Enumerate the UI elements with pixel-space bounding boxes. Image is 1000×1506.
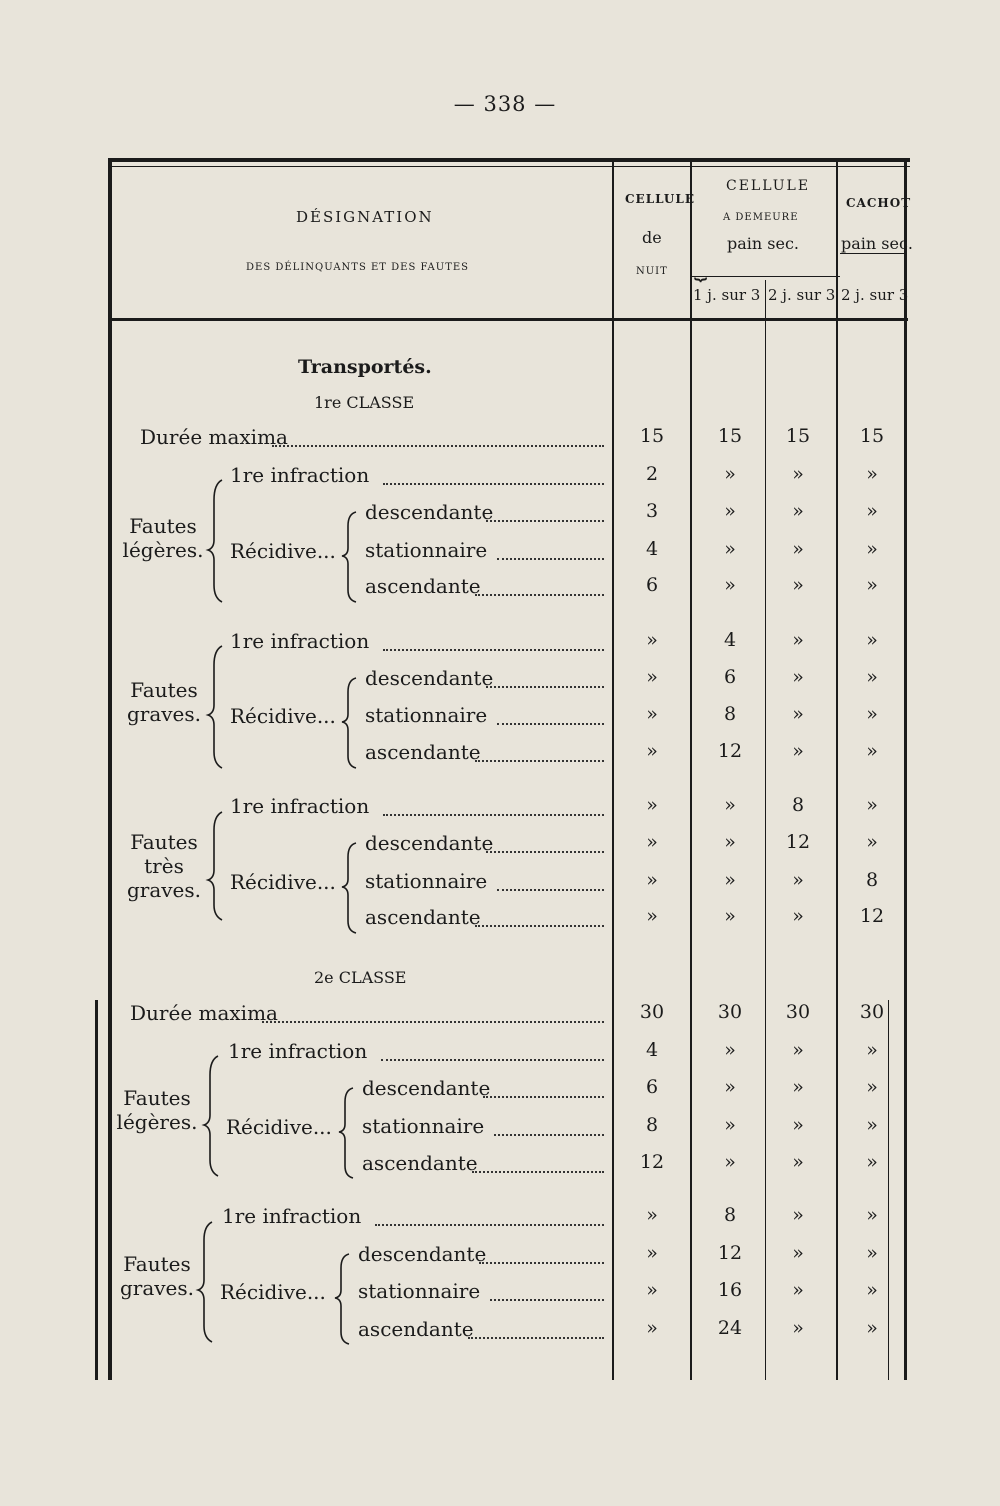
table-cell: 12 <box>639 1151 665 1173</box>
group-graves-1: Fautes graves. <box>126 678 202 726</box>
table-cell: » <box>646 831 658 853</box>
leader-dots <box>483 1076 604 1098</box>
table-cell: » <box>792 574 804 596</box>
table-cell: 6 <box>723 666 737 688</box>
row-label: ascendante <box>365 740 481 764</box>
row-label: stationnaire <box>358 1279 481 1303</box>
cellule-demeure-title: CELLULE <box>726 178 811 194</box>
table-cell: » <box>724 905 736 927</box>
cellule-demeure-pain: pain sec. <box>727 234 800 253</box>
table-cell: 3 <box>645 500 659 522</box>
table-cell: » <box>792 1151 804 1173</box>
table-row <box>0 794 1000 824</box>
table-cell: 6 <box>645 1076 659 1098</box>
row-label: 1re infraction <box>230 629 370 653</box>
row-label: Durée maxima <box>140 425 288 449</box>
table-cell: » <box>866 629 878 651</box>
brace-icon <box>208 812 222 920</box>
cellule-nuit-nuit: NUIT <box>636 266 668 277</box>
table-row <box>0 629 1000 659</box>
group-tres-graves: Fautes très graves. <box>126 830 202 902</box>
table-cell: » <box>724 574 736 596</box>
table-cell: 30 <box>859 1001 885 1023</box>
table-row <box>0 666 1000 696</box>
table-cell: 4 <box>645 538 659 560</box>
table-cell: » <box>792 1039 804 1061</box>
table-cell: » <box>792 1204 804 1226</box>
row-label: descendante <box>365 666 494 690</box>
leader-dots <box>262 1001 604 1023</box>
leader-dots <box>472 1151 604 1173</box>
table-cell: 30 <box>639 1001 665 1023</box>
row-label: descendante <box>365 831 494 855</box>
table-cell: » <box>866 703 878 725</box>
table-cell: » <box>724 1151 736 1173</box>
table-row <box>0 1279 1000 1309</box>
table-row <box>0 463 1000 493</box>
table-cell: 4 <box>723 629 737 651</box>
leader-dots <box>497 869 604 891</box>
row-label: stationnaire <box>362 1114 485 1138</box>
group-graves-2: Fautes graves. <box>119 1252 195 1300</box>
table-cell: » <box>792 703 804 725</box>
table-cell: » <box>792 500 804 522</box>
table-cell: 8 <box>723 1204 737 1226</box>
sub-col-2: 2 j. sur 3 <box>768 286 836 304</box>
table-cell: » <box>866 831 878 853</box>
table-row <box>0 1204 1000 1234</box>
leader-dots <box>272 425 604 447</box>
table-cell: » <box>792 740 804 762</box>
table-row <box>0 869 1000 899</box>
table-cell: 15 <box>639 425 665 447</box>
table-row <box>0 740 1000 770</box>
table-cell: » <box>792 869 804 891</box>
table-cell: » <box>792 1317 804 1339</box>
table-cell: » <box>866 794 878 816</box>
cellule-nuit-de: de <box>642 228 662 247</box>
table-cell: » <box>724 1039 736 1061</box>
table-cell: » <box>792 1114 804 1136</box>
table-cell: » <box>724 831 736 853</box>
table-cell: » <box>724 463 736 485</box>
designation-subheading: DES DÉLINQUANTS ET DES FAUTES <box>246 262 470 273</box>
leader-dots <box>486 500 604 522</box>
table-cell: » <box>792 1279 804 1301</box>
table-cell: 12 <box>717 740 743 762</box>
table-cell: » <box>866 1279 878 1301</box>
table-cell: » <box>866 666 878 688</box>
recidive-label: Récidive... <box>230 704 336 728</box>
recidive-label: Récidive... <box>226 1115 332 1139</box>
table-cell: 12 <box>859 905 885 927</box>
table-row <box>0 703 1000 733</box>
table-cell: » <box>792 463 804 485</box>
table-cell: » <box>866 500 878 522</box>
leader-dots <box>475 574 604 596</box>
table-cell: » <box>866 1114 878 1136</box>
group-legeres-2: Fautes légères. <box>116 1086 198 1134</box>
table-cell: » <box>792 1242 804 1264</box>
header-brace-icon: ⏟ <box>694 256 708 281</box>
table-cell: » <box>724 794 736 816</box>
table-cell: » <box>866 1242 878 1264</box>
table-cell: 8 <box>865 869 879 891</box>
row-label: descendante <box>358 1242 487 1266</box>
table-cell: » <box>724 538 736 560</box>
table-row <box>0 905 1000 935</box>
table-row <box>0 1001 1000 1031</box>
row-label: descendante <box>362 1076 491 1100</box>
cellule-demeure-sub: A DEMEURE <box>723 212 799 223</box>
row-label: ascendante <box>358 1317 474 1341</box>
table-row <box>0 1151 1000 1181</box>
row-label: ascendante <box>365 905 481 929</box>
cachot-title: CACHOT <box>846 196 912 210</box>
leader-dots <box>479 1242 604 1264</box>
table-cell: 12 <box>717 1242 743 1264</box>
table-cell: » <box>646 740 658 762</box>
group-legeres-1: Fautes légères. <box>122 514 204 562</box>
table-row <box>0 574 1000 604</box>
table-cell: » <box>792 1076 804 1098</box>
table-cell: » <box>866 1204 878 1226</box>
leader-dots <box>475 905 604 927</box>
table-cell: » <box>646 666 658 688</box>
row-label: 1re infraction <box>222 1204 362 1228</box>
table-cell: 6 <box>645 574 659 596</box>
table-cell: » <box>792 905 804 927</box>
cellule-nuit-title: CELLULE <box>625 192 695 206</box>
leader-dots <box>486 666 604 688</box>
sub-col-3: 2 j. sur 3 <box>841 286 909 304</box>
table-row <box>0 1317 1000 1347</box>
table-cell: » <box>866 574 878 596</box>
row-label: 1re infraction <box>230 794 370 818</box>
table-cell: » <box>646 703 658 725</box>
leader-dots <box>475 740 604 762</box>
table-cell: 8 <box>791 794 805 816</box>
row-label: ascendante <box>362 1151 478 1175</box>
row-label: ascendante <box>365 574 481 598</box>
table-row <box>0 500 1000 530</box>
leader-dots <box>383 794 604 816</box>
page-number: — 338 — <box>453 92 557 116</box>
table-cell: » <box>646 794 658 816</box>
row-label: 1re infraction <box>230 463 370 487</box>
table-cell: » <box>792 538 804 560</box>
table-cell: » <box>866 1151 878 1173</box>
recidive-label: Récidive... <box>220 1280 326 1304</box>
table-row <box>0 831 1000 861</box>
table-cell: 15 <box>859 425 885 447</box>
sub-col-1: 1 j. sur 3 <box>693 286 761 304</box>
row-label: stationnaire <box>365 538 488 562</box>
table-cell: » <box>724 869 736 891</box>
leader-dots <box>383 629 604 651</box>
leader-dots <box>490 1279 604 1301</box>
leader-dots <box>381 1039 604 1061</box>
table-cell: » <box>866 1076 878 1098</box>
leader-dots <box>497 538 604 560</box>
table-cell: 30 <box>785 1001 811 1023</box>
table-cell: 15 <box>717 425 743 447</box>
table-cell: » <box>866 538 878 560</box>
table-cell: » <box>646 869 658 891</box>
table-cell: » <box>646 1317 658 1339</box>
leader-dots <box>494 1114 604 1136</box>
designation-heading: DÉSIGNATION <box>296 208 434 226</box>
table-cell: » <box>724 1076 736 1098</box>
table-row <box>0 1039 1000 1069</box>
table-cell: 8 <box>645 1114 659 1136</box>
table-row <box>0 425 1000 455</box>
class1-title: 1re CLASSE <box>314 393 415 412</box>
table-cell: » <box>866 1039 878 1061</box>
table-cell: 24 <box>717 1317 743 1339</box>
table-cell: » <box>866 740 878 762</box>
leader-dots <box>383 463 604 485</box>
table-row <box>0 1242 1000 1272</box>
table-cell: » <box>646 629 658 651</box>
table-cell: » <box>646 1279 658 1301</box>
table-cell: » <box>646 905 658 927</box>
table-cell: » <box>724 1114 736 1136</box>
table-cell: 15 <box>785 425 811 447</box>
table-cell: » <box>866 1317 878 1339</box>
leader-dots <box>375 1204 604 1226</box>
leader-dots <box>486 831 604 853</box>
table-cell: » <box>792 629 804 651</box>
table-row <box>0 538 1000 568</box>
table-cell: 30 <box>717 1001 743 1023</box>
table-cell: » <box>724 500 736 522</box>
recidive-label: Récidive... <box>230 539 336 563</box>
row-label: 1re infraction <box>228 1039 368 1063</box>
table-row <box>0 1114 1000 1144</box>
class2-title: 2e CLASSE <box>314 968 407 987</box>
table-cell: 2 <box>645 463 659 485</box>
row-label: stationnaire <box>365 869 488 893</box>
section-title: Transportés. <box>298 356 432 378</box>
table-cell: 16 <box>717 1279 743 1301</box>
row-label: Durée maxima <box>130 1001 278 1025</box>
table-cell: » <box>646 1204 658 1226</box>
row-label: stationnaire <box>365 703 488 727</box>
row-label: descendante <box>365 500 494 524</box>
recidive-label: Récidive... <box>230 870 336 894</box>
table-cell: » <box>792 666 804 688</box>
table-cell: 4 <box>645 1039 659 1061</box>
leader-dots <box>468 1317 604 1339</box>
table-cell: » <box>866 463 878 485</box>
table-cell: 8 <box>723 703 737 725</box>
table-row <box>0 1076 1000 1106</box>
leader-dots <box>497 703 604 725</box>
cachot-pain: pain sec. <box>841 234 914 253</box>
table-cell: » <box>646 1242 658 1264</box>
table-cell: 12 <box>785 831 811 853</box>
